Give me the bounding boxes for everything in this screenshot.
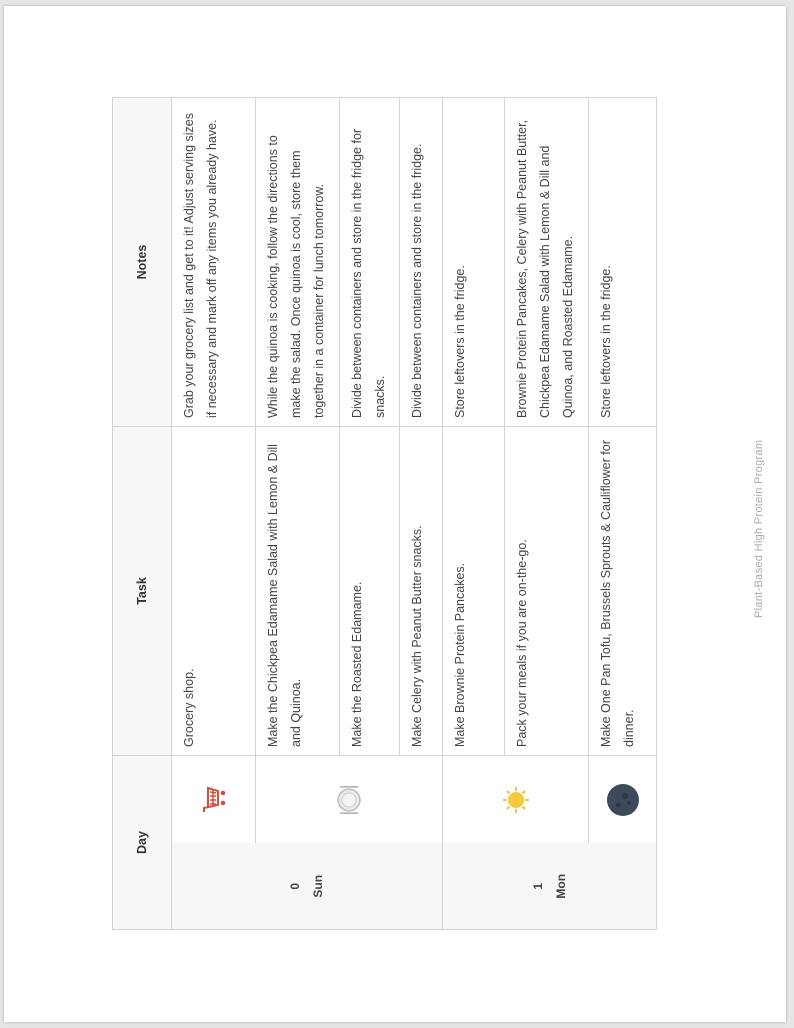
task-cell: Grocery shop. bbox=[172, 427, 256, 756]
plate-icon bbox=[334, 756, 364, 844]
footer-program-name: Plant-Based High Protein Program bbox=[753, 439, 765, 618]
sun-icon bbox=[501, 756, 531, 844]
day-cell-mon bbox=[443, 844, 657, 930]
icon-cell bbox=[172, 756, 256, 844]
meal-prep-table bbox=[112, 97, 657, 930]
notes-cell: While the quinoa is cooking, follow the directions to make the salad. Once quinoa is cool, store them together in a container for lunch tomorrow. bbox=[256, 98, 340, 427]
notes-cell: Grab your grocery list and get to it! Adjust serving sizes if necessary and mark off any items you already have. bbox=[172, 98, 256, 427]
notes-cell: Brownie Protein Pancakes, Celery with Peanut Butter, Chickpea Edamame Salad with Lemon & Dill and Quinoa, and Roasted Edamame. bbox=[505, 98, 589, 427]
shopping-cart-icon bbox=[199, 756, 229, 844]
table-row bbox=[256, 98, 340, 930]
day-cell-sun bbox=[172, 844, 443, 930]
day-number: 0 bbox=[288, 882, 302, 890]
table-header-row bbox=[113, 98, 172, 930]
icon-cell bbox=[256, 756, 443, 844]
document-page bbox=[4, 6, 786, 1022]
icon-cell bbox=[443, 756, 589, 844]
task-cell: Make the Chickpea Edamame Salad with Lemon & Dill and Quinoa. bbox=[256, 427, 340, 756]
table-row bbox=[172, 98, 256, 930]
day-name: Mon bbox=[553, 873, 568, 899]
notes-cell: Divide between containers and store in the fridge for snacks. bbox=[340, 98, 400, 427]
table-row bbox=[589, 98, 657, 930]
meal-prep-table-wrapper bbox=[112, 98, 657, 930]
icon-cell bbox=[589, 756, 657, 844]
header-day: Day bbox=[113, 756, 172, 930]
task-cell: Make the Roasted Edamame. bbox=[340, 427, 400, 756]
task-cell: Make One Pan Tofu, Brussels Sprouts & Cauliflower for dinner. bbox=[589, 427, 657, 756]
notes-cell: Store leftovers in the fridge. bbox=[589, 98, 657, 427]
notes-cell: Store leftovers in the fridge. bbox=[443, 98, 505, 427]
task-cell: Make Brownie Protein Pancakes. bbox=[443, 427, 505, 756]
day-name: Sun bbox=[311, 874, 325, 898]
table-row bbox=[443, 98, 505, 930]
notes-cell: Divide between containers and store in the fridge. bbox=[400, 98, 443, 427]
header-notes: Notes bbox=[113, 98, 172, 427]
task-cell: Make Celery with Peanut Butter snacks. bbox=[400, 427, 443, 756]
task-cell: Pack your meals if you are on-the-go. bbox=[505, 427, 589, 756]
header-task: Task bbox=[113, 427, 172, 756]
day-number: 1 bbox=[530, 882, 545, 890]
moon-icon bbox=[606, 756, 640, 844]
